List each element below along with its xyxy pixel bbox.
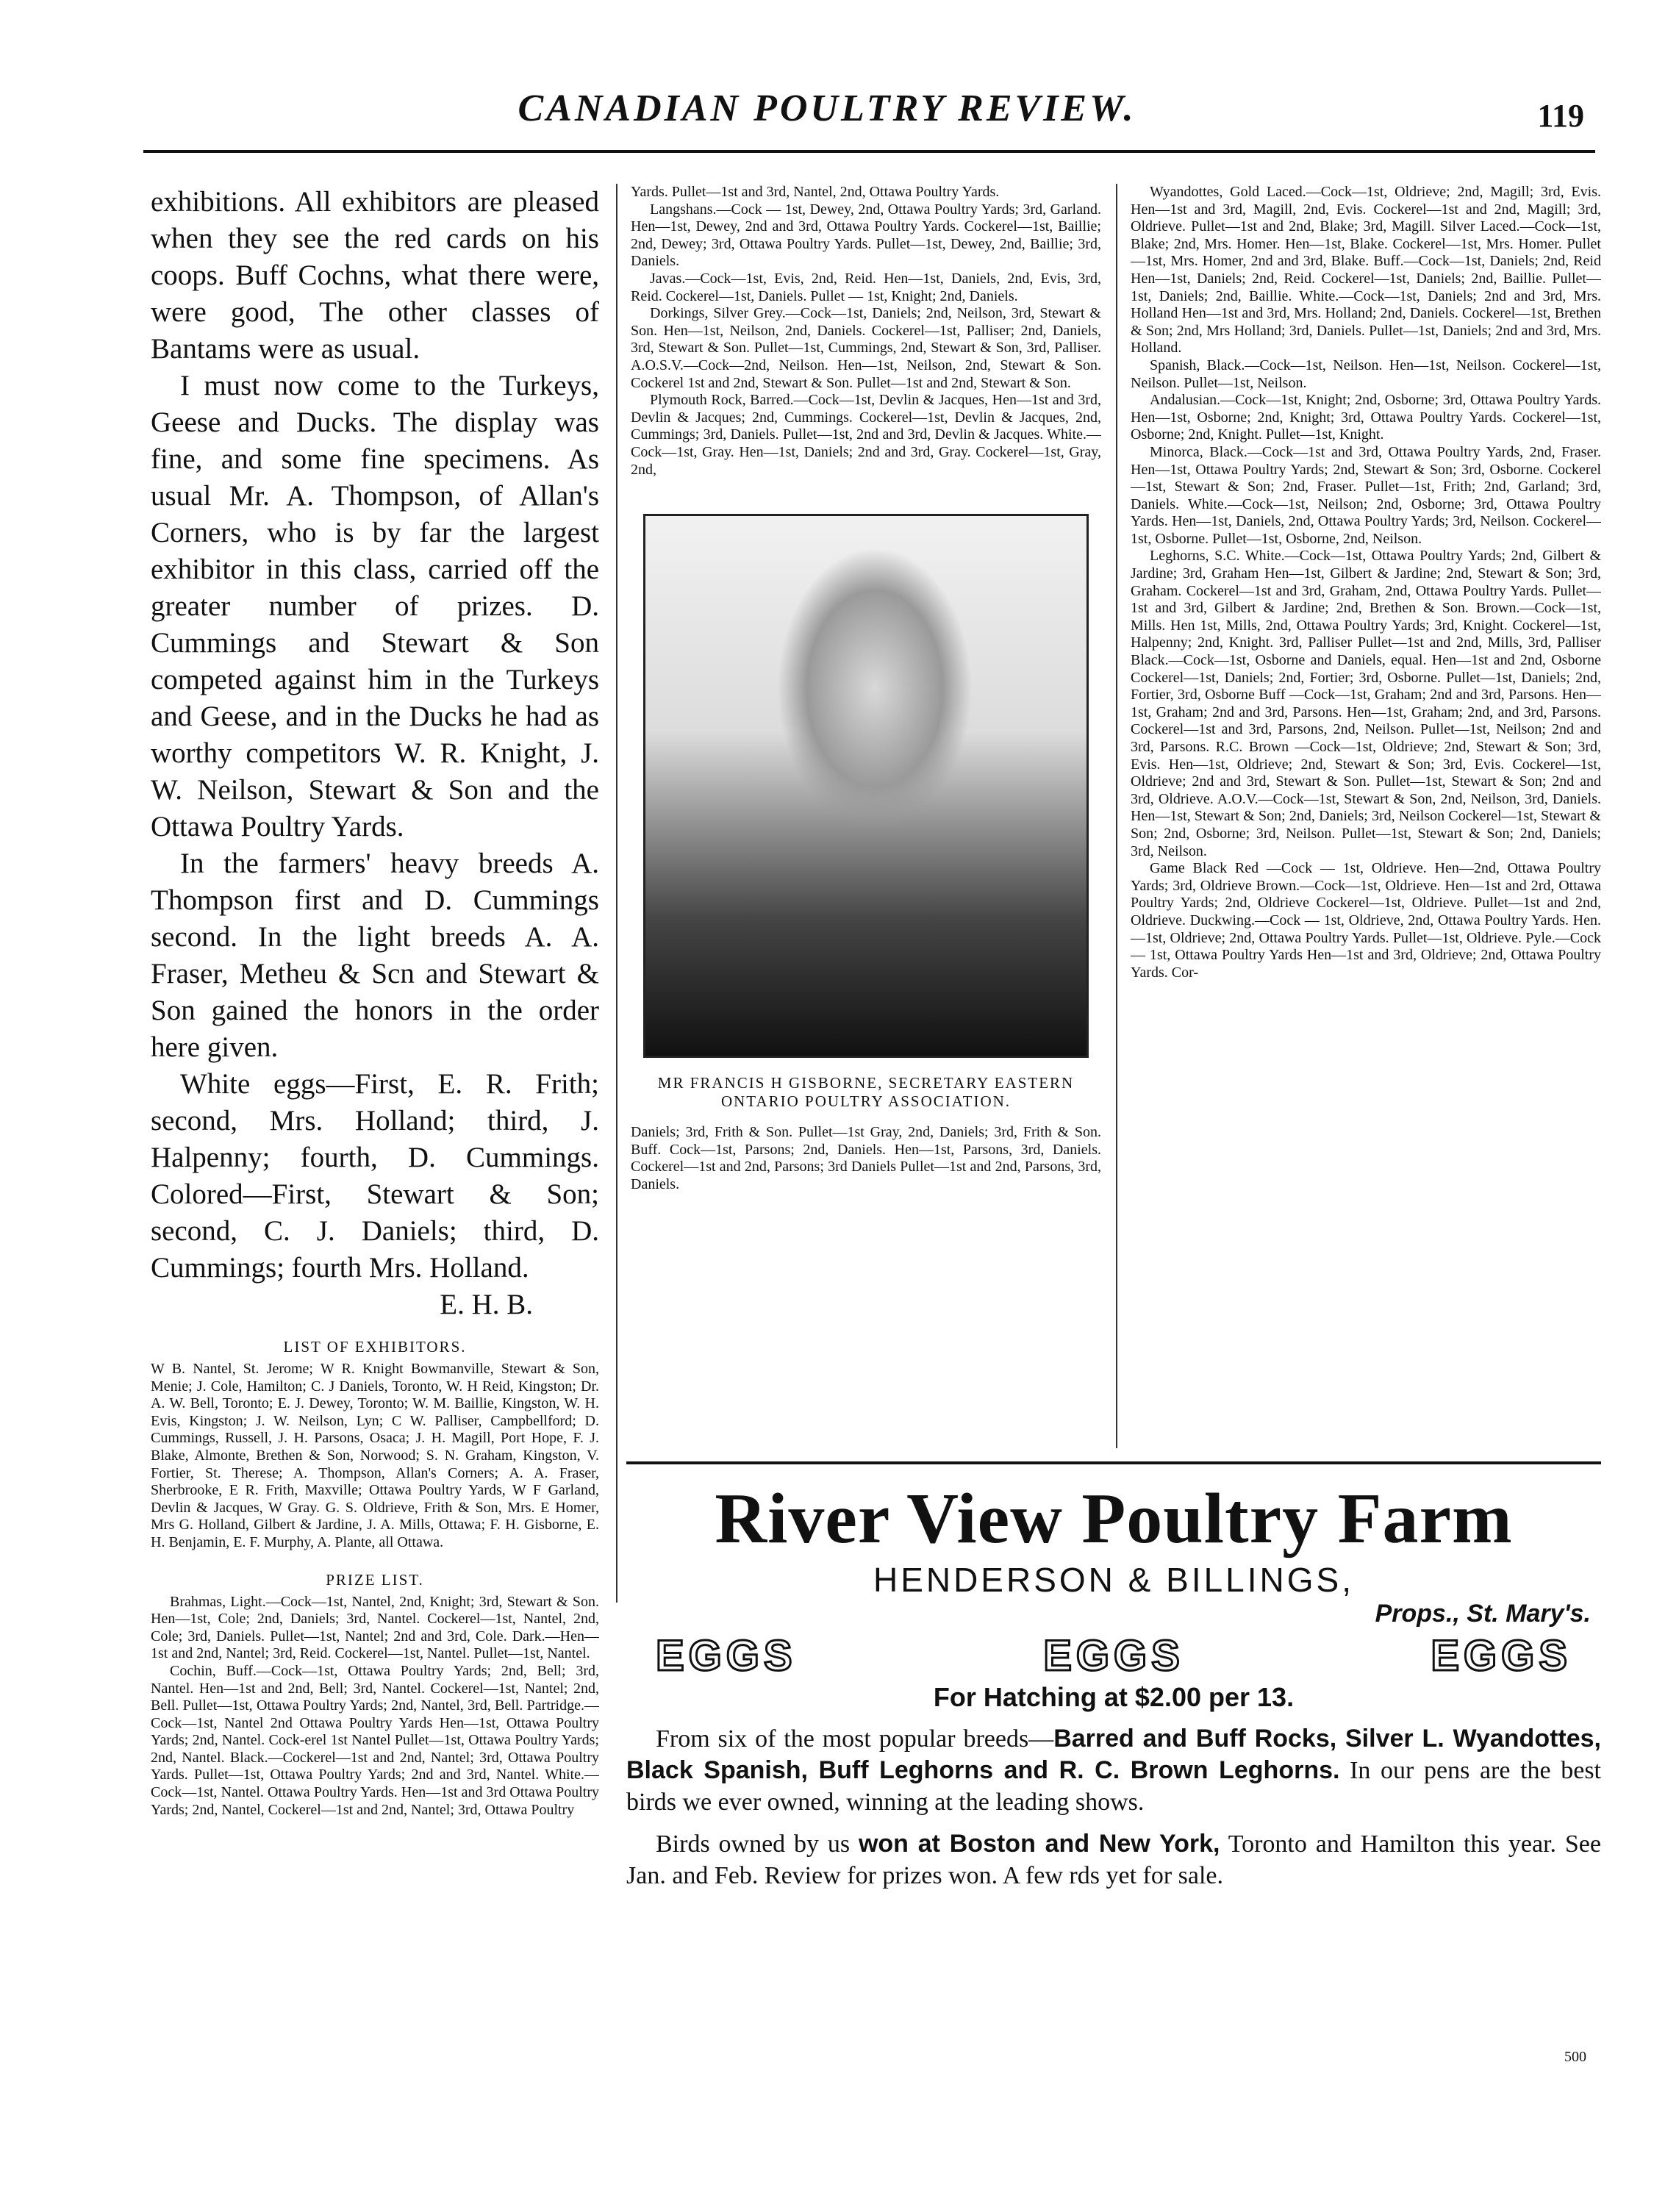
ad-proprietors: Props., St. Mary's. bbox=[1375, 1600, 1591, 1628]
ad-body bbox=[626, 1723, 1601, 1891]
ad-text: In our pens are the best birds we ever owned, winning at the leading shows. bbox=[626, 1757, 1602, 1816]
ad-paragraph bbox=[626, 1828, 1601, 1891]
prize-paragraph: Minorca, Black.—Cock—1st and 3rd, Ottawa Poultry Yards, 2nd, Fraser. Hen—1st, Ottawa Poultry Yards; 2nd, Stewart & Son; 3rd, Osborne. Cockerel—1st, Stewart & Son; 2nd, Fraser. Pullet—1st, Frith; 2nd, Garland; 3rd, Daniels. White.—Cock—1st, Neilson; 2nd, Osborne; 3rd, Ottawa Poultry Yards. Hen—1st, Daniels, 2nd, Ottawa Poultry Yards; 3rd, Neilson. Cockerel—1st, Osborne. Pullet—1st, Osborne, 2nd, Neilson. bbox=[1131, 443, 1601, 547]
advertisement-rule bbox=[626, 1461, 1601, 1464]
column-2 bbox=[631, 184, 1101, 1448]
prize-list-heading: PRIZE LIST. bbox=[326, 1570, 424, 1589]
column-divider bbox=[1116, 184, 1117, 1448]
report-paragraph: I must now come to the Turkeys, Geese and Ducks. The display was fine, and some fine specimens. As usual Mr. A. Thompson, of Allan's Corners, who is by far the largest exhibitor in this class, carried off the greater number of prizes. D. Cummings and Stewart & Son competed against him in the Turkeys and Geese, and in the Ducks he had as worthy competitors W. R. Knight, J. W. Neilson, Stewart & Son and the Ottawa Poultry Yards. bbox=[151, 370, 599, 842]
page-number: 119 bbox=[1537, 98, 1584, 134]
prize-paragraph: Leghorns, S.C. White.—Cock—1st, Ottawa Poultry Yards; 2nd, Gilbert & Jardine; 3rd, Graham Hen—1st, Gilbert & Jardine; 2nd, Stewart & Son; 3rd, Graham. Cockerel—1st and 3rd, Graham, 2nd, Ottawa Poultry Yards. Pullet—1st and 3rd, Gilbert & Jardine; 2nd, Brethen & Son. Brown.—Cock—1st, Mills. Hen 1st, Mills, 2nd, Ottawa Poultry Yards; 3rd, Knight. Cockerel—1st, Halpenny; 2nd, Knight. 3rd, Palliser Pullet—1st and 2nd, Mills, 3rd, Palliser Black.—Cock—1st, Osborne and Daniels, equal. Hen—1st and 2nd, Osborne Cockerel—1st, Daniels; 2nd, Fortier; 3rd, Osborne. Pullet—1st, Daniels; 2nd, Fortier, 3rd, Osborne Buff —Cock—1st, Graham; 2nd and 3rd, Parsons. Hen—1st, Graham; 2nd and 3rd, Parsons. Hen—1st, Graham; 2nd, and 3rd, Parsons. Cockerel—1st and 3rd, Parsons, 2nd, Neilson. Pullet—1st, Neilson; 2nd and 3rd, Parsons. R.C. Brown —Cock—1st, Oldrieve; 2nd, Stewart & Son; 3rd, Evis. Hen—1st, Oldrieve; 2nd, Stewart & Son; 3rd, Evis. Cockerel—1st, Oldrieve; 2nd and 3rd, Stewart & Son. Pullet—1st, Stewart & Son; 2nd and 3rd, Oldrieve. A.O.V.—Cock—1st, Stewart & Son, 2nd, Neilson, 3rd, Daniels. Hen—1st, Stewart & Son; 2nd, Daniels; 3rd, Neilson Cockerel—1st, Stewart & Son; 2nd, Osborne; 3rd, Neilson. Pullet—1st, Stewart & Son; 2nd, Daniels; 3rd, Neilson. bbox=[1131, 548, 1601, 859]
ad-wins: won at Boston and New York, bbox=[858, 1830, 1220, 1858]
ad-text: Toronto and Hamilton this year. See Jan. and Feb. Review for prizes won. A few rds yet for sale. bbox=[626, 1830, 1601, 1889]
report-paragraph: exhibitions. All exhibitors are pleased when they see the red cards on his coops. Buff Cochns, what there were, were good, The other classes of Bantams were as usual. bbox=[151, 186, 599, 365]
prize-paragraph: Spanish, Black.—Cock—1st, Neilson. Hen—1st, Neilson. Cockerel—1st, Neilson. Pullet—1st, Neilson. bbox=[1131, 357, 1601, 391]
report-text bbox=[151, 184, 599, 1323]
prize-paragraph: Andalusian.—Cock—1st, Knight; 2nd, Osborne; 3rd, Ottawa Poultry Yards. Hen—1st, Osborne; 2nd, Knight; 3rd, Ottawa Poultry Yards. Cockerel—1st, Osborne; 2nd, Knight. Pullet—1st, Knight. bbox=[1131, 392, 1601, 443]
header-rule bbox=[143, 150, 1595, 153]
eggs-word: EGGS bbox=[1431, 1632, 1572, 1680]
prize-paragraph: Plymouth Rock, Barred.—Cock—1st, Devlin & Jacques, Hen—1st and 3rd, Devlin & Jacques; 2nd, Cummings. Cockerel—1st, Devlin & Jacques, 2nd, Cummings; 3rd, Daniels. Pullet—1st, 2nd and 3rd, Devlin & Jacques. White.—Cock—1st, Gray. Hen—1st, Daniels; 2nd and 3rd, Gray. Cockerel—1st, Gray, 2nd, bbox=[631, 392, 1101, 478]
column-3 bbox=[1131, 184, 1601, 1448]
prize-paragraph: Javas.—Cock—1st, Evis, 2nd, Reid. Hen—1st, Daniels, 2nd, Evis, 3rd, Reid. Cockerel—1st, Daniels. Pullet — 1st, Knight; 2nd, Daniels. bbox=[631, 270, 1101, 304]
prize-paragraph: Game Black Red —Cock — 1st, Oldrieve. Hen—2nd, Ottawa Poultry Yards; 3rd, Oldrieve Brown.—Cock—1st, Oldrieve. Hen—1st and 2rd, Ottawa Poultry Yards; 2nd, Oldrieve Cockerel—1st, Oldrieve. Pullet—1st and 2nd, Oldrieve. Duckwing.—Cock — 1st, Oldrieve, 2nd, Ottawa Poultry Yards. Hen.—1st, Oldrieve; 2nd, Ottawa Poultry Yards. Pullet—1st, Oldrieve. Pyle.—Cock — 1st, Ottawa Poultry Yards Hen—1st and 3rd, Oldrieve; 2nd, Ottawa Poultry Yards. Cor- bbox=[1131, 860, 1601, 981]
exhibitors-heading: LIST OF EXHIBITORS. bbox=[283, 1338, 467, 1356]
advertisement bbox=[626, 1478, 1601, 2154]
prize-paragraph: Wyandottes, Gold Laced.—Cock—1st, Oldrieve; 2nd, Magill; 3rd, Evis. Hen—1st and 3rd, Magill, 2nd, Evis. Cockerel—1st and 2nd, Magill; 3rd, Oldrieve. Pullet—1st and 2nd, Blake; 3rd, Magill. Silver Laced.—Cock—1st, Blake; 2nd, Mrs. Homer. Hen—1st, Blake. Cockerel—1st, Mrs. Homer. Pullet—1st, Mrs. Homer, 2nd and 3rd, Blake. Buff.—Cock—1st, Daniels; 2nd, Reid Hen—1st, Daniels; 2nd, Reid. Cockerel—1st, Daniels; 2nd, Baillie. Pullet—1st, Daniels; 2nd, Baillie. White.—Cock—1st, Daniels; 2nd and 3rd, Mrs. Holland Hen—1st and 3rd, Mrs. Holland; 2nd, Daniels. Cockerel—1st, Brethen & Son; 2nd, Mrs Holland; 3rd, Daniels. Pullet—1st, Daniels; 2nd and 3rd, Mrs. Holland. bbox=[1131, 184, 1601, 357]
ad-paragraph bbox=[626, 1723, 1601, 1818]
ad-text: Birds owned by us bbox=[656, 1830, 859, 1858]
portrait-photo bbox=[643, 514, 1089, 1058]
prize-paragraph: Daniels; 3rd, Frith & Son. Pullet—1st Gray, 2nd, Daniels; 3rd, Frith & Son. Buff. Cock—1st, Parsons; 2nd, Daniels. Hen—1st, Parsons, 3rd, Daniels. Cockerel—1st and 2nd, Parsons; 3rd Daniels Pullet—1st and 2nd, Parsons, 3rd, Daniels. bbox=[631, 1124, 1101, 1192]
exhibitors-list: W B. Nantel, St. Jerome; W R. Knight Bowmanville, Stewart & Son, Menie; J. Cole, Hamilton; C. J Daniels, Toronto, W. H Reid, Kingston; Dr. A. W. Bell, Toronto; E. J. Dewey, Toronto; W. M. Baillie, Kingston, W. H. Evis, Kingston; J. W. Neilson, Lyn; C W. Palliser, Campbellford; D. Cummings, Russell, J. H. Parsons, Osaca; J. H. Magill, Port Hope, F. J. Blake, Almonte, Brethen & Son, Norwood; S. N. Graham, Kingston, V. Fortier, St. Therese; A. Thompson, Allan's Corners; A. A. Fraser, Sherbrooke, E R. Frith, Maxville; Ottawa Poultry Yards, W F Garland, Devlin & Jacques, W Gray. G. S. Oldrieve, Frith & Son, Mrs. E Homer, Mrs G. Holland, Gilbert & Jardine, J. A. Mills, Ottawa; F. H. Gisborne, E. H. Benjamin, E. F. Murphy, A. Plante, all Ottawa. bbox=[151, 1361, 599, 1550]
prize-paragraph: Cochin, Buff.—Cock—1st, Ottawa Poultry Yards; 2nd, Bell; 3rd, Nantel. Hen—1st and 2nd, Bell; 3rd, Nantel. Cockerel—1st, Nantel; 2nd, Bell. Pullet—1st, Ottawa Poultry Yards; 2nd, Nantel, 3rd, Bell. Partridge.—Cock—1st, Nantel 2nd Ottawa Poultry Yards Hen—1st, Ottawa Poultry Yards; 2nd, Nantel. Cock-erel 1st Nantel Pullet—1st, Ottawa Poultry Yards; 2nd, Nantel. Black.—Cockerel—1st and 2nd, Nantel; 3rd, Ottawa Poultry Yards. Pullet—1st, Ottawa Poultry Yards; 2nd and 3rd, Nantel. White.—Cock—1st, Nantel. Ottawa Poultry Yards. Hen—1st and 3rd Ottawa Poultry Yards; 2nd, Nantel, Cockerel—1st and 2nd, Nantel; 3rd, Ottawa Poultry bbox=[151, 1662, 599, 1818]
report-paragraph: White eggs—First, E. R. Frith; second, Mrs. Holland; third, J. Halpenny; fourth, D. Cummings. Colored—First, Stewart & Son; second, C. J. Daniels; third, D. Cummings; fourth Mrs. Holland. bbox=[151, 1068, 599, 1284]
eggs-word: EGGS bbox=[656, 1632, 797, 1680]
prize-paragraph: Dorkings, Silver Grey.—Cock—1st, Daniels; 2nd, Neilson, 3rd, Stewart & Son. Hen—1st, Neilson, 2nd, Daniels. Cockerel—1st, Palliser; 2nd, Daniels, 3rd, Stewart & Son. Pullet—1st, Cummings, 2nd, Stewart & Son, 3rd, Palliser. A.O.S.V.—Cock—2nd, Neilson. Hen—1st, Neilson, 2nd, Stewart & Son. Cockerel 1st and 2nd, Stewart & Son. Pullet—1st and 2nd, Stewart & Son. bbox=[631, 305, 1101, 391]
column-divider bbox=[616, 184, 617, 1603]
ad-title: River View Poultry Farm bbox=[715, 1479, 1513, 1558]
signoff: E. H. B. bbox=[440, 1289, 533, 1320]
ad-hatching-price: For Hatching at $2.00 per 13. bbox=[933, 1682, 1295, 1712]
eggs-word: EGGS bbox=[1043, 1632, 1184, 1680]
photo-caption: MR FRANCIS H GISBORNE, SECRETARY EASTERN ONTARIO POULTRY ASSOCIATION. bbox=[657, 1074, 1075, 1111]
report-paragraph: In the farmers' heavy breeds A. Thompson first and D. Cummings second. In the light breeds A. A. Fraser, Metheu & Scn and Stewart & Son gained the honors in the order here given. bbox=[151, 848, 599, 1063]
prize-paragraph: Yards. Pullet—1st and 3rd, Nantel, 2nd, Ottawa Poultry Yards. bbox=[631, 184, 1000, 200]
prize-paragraph: Langshans.—Cock — 1st, Dewey, 2nd, Ottawa Poultry Yards; 3rd, Garland. Hen—1st, Dewey, 2nd and 3rd, Ottawa Poultry Yards. Cockerel—1st, Baillie; 2nd, Dewey; 3rd, Ottawa Poultry Yards. Pullet—1st, Dewey, 2nd, Baillie; 3rd, Daniels. bbox=[631, 201, 1101, 270]
ad-breeds: Barred and Buff Rocks, Silver L. Wyandottes, Black Spanish, Buff Leghorns and R. C. Brown Leghorns. bbox=[626, 1725, 1601, 1784]
column-1 bbox=[151, 184, 599, 2191]
eggs-banner bbox=[626, 1628, 1601, 1681]
running-title: CANADIAN POULTRY REVIEW. bbox=[518, 87, 1136, 129]
prize-paragraph: Brahmas, Light.—Cock—1st, Nantel, 2nd, Knight; 3rd, Stewart & Son. Hen—1st, Cole; 2nd, Daniels; 3rd, Nantel. Cockerel—1st, Nantel, 2nd, Cole; 3rd, Daniels. Pullet—1st, Nantel; 2nd and 3rd, Cole. Dark.—Hen—1st and 2nd, Nantel; 3rd, Reid. Cockerel—1st, Nantel. Pullet—1st, Nantel. bbox=[151, 1593, 599, 1662]
ad-firm-name: HENDERSON & BILLINGS, bbox=[873, 1561, 1355, 1599]
ad-number: 500 bbox=[1564, 2049, 1586, 2065]
ad-text: From six of the most popular breeds— bbox=[656, 1725, 1054, 1753]
